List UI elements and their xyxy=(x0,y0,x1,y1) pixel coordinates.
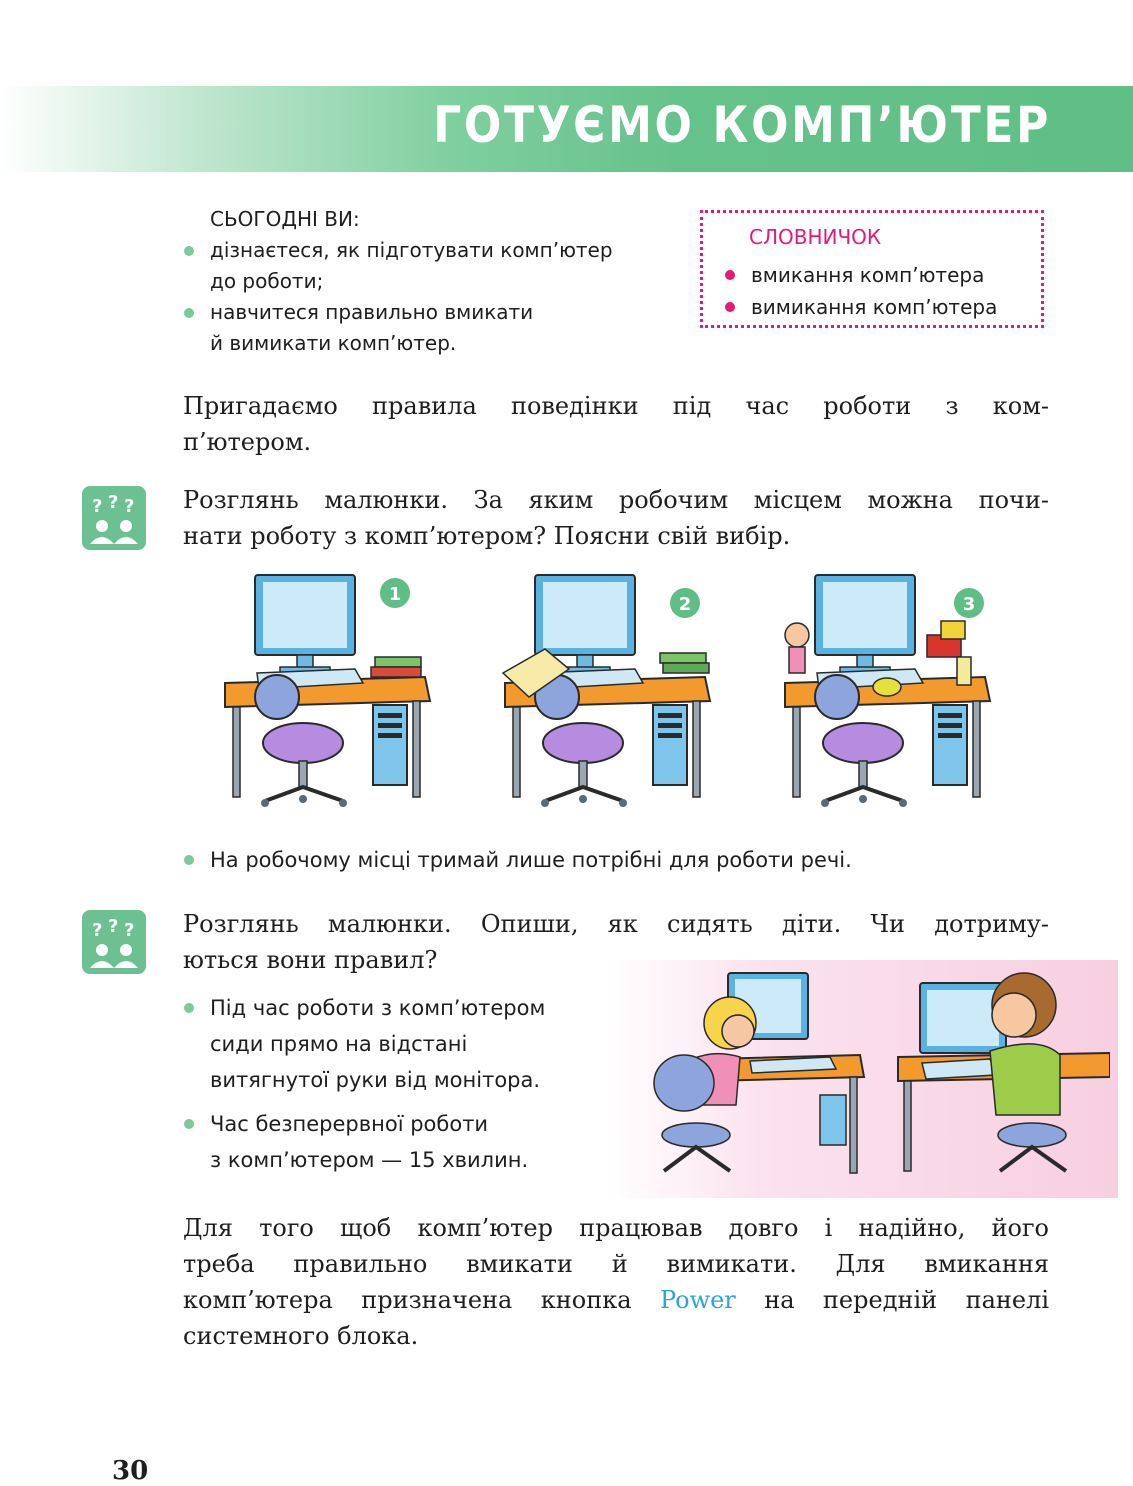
page-title: ГОТУЄМО КОМП’ЮТЕР xyxy=(433,96,1051,154)
intro-paragraph: Пригадаємо правила поведінки під час роботи з ком- п’ютером. xyxy=(183,392,1049,456)
bullet-icon xyxy=(725,270,735,280)
number-label-1: 1 xyxy=(388,584,402,605)
rule-workplace: На робочому місці тримай лише потрібні для роботи речі. xyxy=(182,842,1042,878)
bullet-icon xyxy=(725,302,735,312)
glossary-item: вмикання комп’ютера xyxy=(723,259,1043,291)
objective-item: дізнаєтеся, як підготувати комп’ютер до роботи; xyxy=(182,235,662,297)
rule-item: Під час роботи з комп’ютером сиди прямо на відстані витягнутої руки від монітора. xyxy=(182,990,632,1098)
bullet-icon xyxy=(184,855,194,865)
page-number: 30 xyxy=(112,1456,149,1486)
number-label-2: 2 xyxy=(678,594,692,615)
number-label-3: 3 xyxy=(962,594,976,615)
glossary-item: вимикання комп’ютера xyxy=(723,291,1043,323)
discussion-icon xyxy=(82,486,146,550)
closing-line-3: комп’ютера призначена кнопка Power на передній панелі xyxy=(183,1286,1049,1314)
svg-text:?: ? xyxy=(108,492,119,513)
bullet-icon xyxy=(184,1003,194,1013)
task2-question: Розглянь малюнки. Опиши, як сидять діти. Чи дотриму- ються вони правил? xyxy=(183,910,1049,974)
svg-text:?: ? xyxy=(124,496,135,517)
children-illustration xyxy=(640,965,1110,1180)
objective-item: навчитеся правильно вмикати й вимикати комп’ютер. xyxy=(182,297,662,359)
discussion-icon xyxy=(82,910,146,974)
svg-text:?: ? xyxy=(124,920,135,941)
power-term: Power xyxy=(659,1286,736,1314)
glossary-title: СЛОВНИЧОК xyxy=(749,225,882,249)
closing-paragraph: Для того щоб комп’ютер працював довго і надійно, його треба правильно вмикати й вимикати. Для вмикання комп’ютера призначена кнопка Power на передній панелі системного блока. xyxy=(183,1214,1049,1350)
workplaces-illustration xyxy=(215,565,995,815)
svg-text:?: ? xyxy=(92,920,103,941)
glossary-box xyxy=(700,210,1044,328)
objectives-block xyxy=(182,204,662,359)
rule-item: Час безперервної роботи з комп’ютером — 15 хвилин. xyxy=(182,1106,632,1178)
bullet-icon xyxy=(184,246,194,256)
rules-posture xyxy=(182,990,632,1178)
bullet-icon xyxy=(184,308,194,318)
task1-question: Розглянь малюнки. За яким робочим місцем можна почи- нати роботу з комп’ютером? Поясни свій вибір. xyxy=(183,486,1049,550)
objectives-heading: СЬОГОДНІ ВИ: xyxy=(210,207,360,231)
bullet-icon xyxy=(184,1119,194,1129)
svg-text:?: ? xyxy=(108,916,119,937)
svg-text:?: ? xyxy=(92,496,103,517)
